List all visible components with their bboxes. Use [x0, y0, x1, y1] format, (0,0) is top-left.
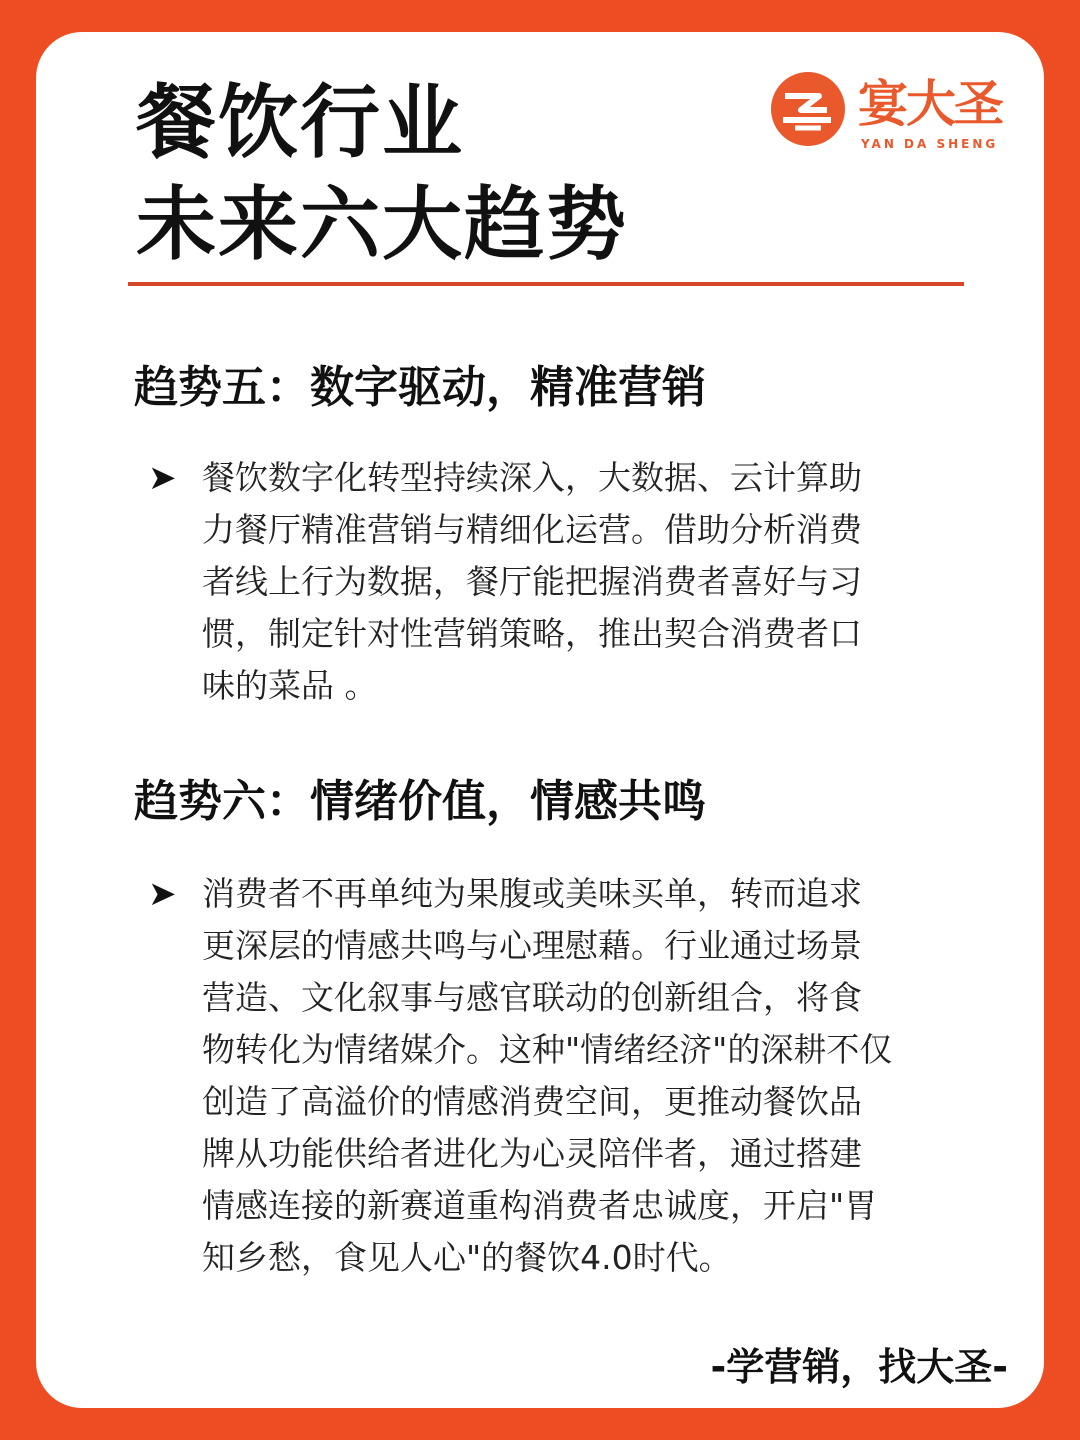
title-divider: [128, 282, 964, 286]
brand-logo: [771, 72, 1002, 154]
brand-pinyin: YAN DA SHENG: [861, 137, 999, 151]
body-line: 者线上行为数据，餐厅能把握消费者喜好与习: [202, 562, 862, 601]
body-line: 力餐厅精准营销与精细化运营。借助分析消费: [202, 510, 862, 549]
page-title: [136, 72, 628, 276]
section-body-trend-5: [202, 452, 982, 712]
brand-name: 宴大圣: [858, 75, 1002, 133]
body-line: 更深层的情感共鸣与心理慰藉。行业通过场景: [202, 926, 862, 965]
section-heading-trend-6: 趋势六：情绪价值，情感共鸣: [134, 776, 706, 827]
body-line: 惯，制定针对性营销策略，推出契合消费者口: [202, 614, 862, 653]
brand-logo-icon: [771, 72, 845, 146]
bullet-arrow-icon: ➤: [148, 458, 177, 498]
content-card: [36, 32, 1044, 1408]
body-line: 营造、文化叙事与感官联动的创新组合，将食: [202, 978, 862, 1017]
body-line: 情感连接的新赛道重构消费者忠诚度，开启"胃: [202, 1186, 878, 1225]
body-line: 创造了高溢价的情感消费空间，更推动餐饮品: [202, 1082, 862, 1121]
title-line-1: 餐饮行业: [136, 76, 464, 169]
section-heading-trend-5: 趋势五：数字驱动，精准营销: [134, 362, 706, 413]
body-line: 牌从功能供给者进化为心灵陪伴者，通过搭建: [202, 1134, 862, 1173]
title-line-2: 未来六大趋势: [136, 178, 628, 271]
body-line: 餐饮数字化转型持续深入，大数据、云计算助: [202, 458, 862, 497]
bullet-arrow-icon: ➤: [148, 874, 177, 914]
body-line: 味的菜品 。: [202, 666, 378, 705]
body-line: 知乡愁，食见人心"的餐饮4.0时代。: [202, 1238, 732, 1277]
body-line: 消费者不再单纯为果腹或美味买单，转而追求: [202, 874, 862, 913]
body-line: 物转化为情绪媒介。这种"情绪经济"的深耕不仅: [202, 1030, 893, 1069]
section-body-trend-6: [202, 868, 982, 1284]
footer-slogan: -学营销，找大圣-: [710, 1345, 1008, 1389]
